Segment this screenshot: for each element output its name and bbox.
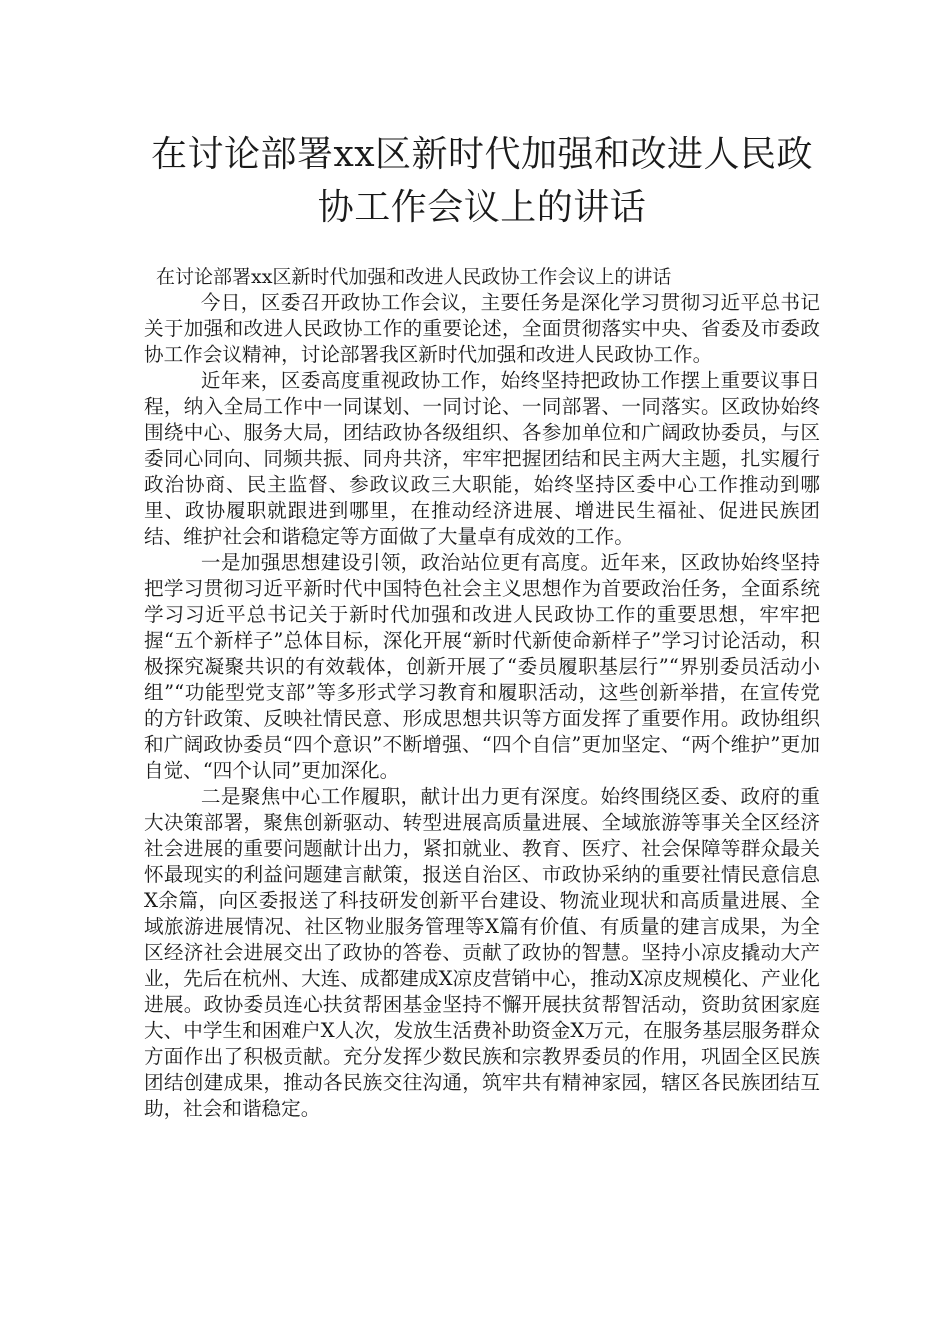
paragraph-point-one: 一是加强思想建设引领，政治站位更有高度。近年来，区政协始终坚持把学习贯彻习近平新时代中国特色社会主义思想作为首要政治任务，全面系统学习习近平总书记关于新时代加强和改进人民政协工作的重要思想，牢牢把握“五个新样子”总体目标，深化开展“新时代新使命新样子”学习讨论活动，积极探究凝聚共识的有效载体，创新开展了“委员履职基层行”“界别委员活动小组”“功能型党支部”等多形式学习教育和履职活动，这些创新举措，在宣传党的方针政策、反映社情民意、形成思想共识等方面发挥了重要作用。政协组织和广阔政协委员“四个意识”不断增强、“四个自信”更加坚定、“两个维护”更加自觉、“四个认同”更加深化。 — [144, 551, 820, 782]
title-line-2: 协工作会议上的讲话 — [317, 187, 647, 228]
document-title — [144, 128, 820, 234]
paragraph-overview: 近年来，区委高度重视政协工作，始终坚持把政协工作摆上重要议事日程，纳入全局工作中一同谋划、一同讨论、一同部署、一同落实。区政协始终围绕中心、服务大局，团结政协各级组织、各参加单位和广阔政协委员，与区委同心同向、同频共振、同舟共济，牢牢把握团结和民主两大主题，扎实履行政治协商、民主监督、参政议政三大职能，始终坚持区委中心工作推动到哪里、政协履职就跟进到哪里，在推动经济进展、增进民生福祉、促进民族团结、维护社会和谐稳定等方面做了大量卓有成效的工作。 — [144, 369, 820, 548]
document-subtitle: 在讨论部署xx区新时代加强和改进人民政协工作会议上的讲话 — [156, 266, 672, 288]
paragraph-intro: 今日，区委召开政协工作会议，主要任务是深化学习贯彻习近平总书记关于加强和改进人民政协工作的重要论述，全面贯彻落实中央、省委及市委政协工作会议精神，讨论部署我区新时代加强和改进人民政协工作。 — [144, 291, 820, 366]
title-line-1: 在讨论部署xx区新时代加强和改进人民政 — [150, 134, 814, 175]
paragraph-point-two: 二是聚焦中心工作履职，献计出力更有深度。始终围绕区委、政府的重大决策部署，聚焦创新驱动、转型进展高质量进展、全域旅游等事关全区经济社会进展的重要问题献计出力，紧扣就业、教育、医疗、社会保障等群众最关怀最现实的利益问题建言献策，报送自治区、市政协采纳的重要社情民意信息X余篇，向区委报送了科技研发创新平台建设、物流业现状和高质量进展、全域旅游进展情况、社区物业服务管理等X篇有价值、有质量的建言成果，为全区经济社会进展交出了政协的答卷、贡献了政协的智慧。坚持小凉皮撬动大产业，先后在杭州、大连、成都建成X凉皮营销中心，推动X凉皮规模化、产业化进展。政协委员连心扶贫帮困基金坚持不懈开展扶贫帮智活动，资助贫困家庭大、中学生和困难户X人次，发放生活费补助资金X万元，在服务基层服务群众方面作出了积极贡献。充分发挥少数民族和宗教界委员的作用，巩固全区民族团结创建成果，推动各民族交往沟通，筑牢共有精神家园，辖区各民族团结互助，社会和谐稳定。 — [144, 785, 820, 1120]
